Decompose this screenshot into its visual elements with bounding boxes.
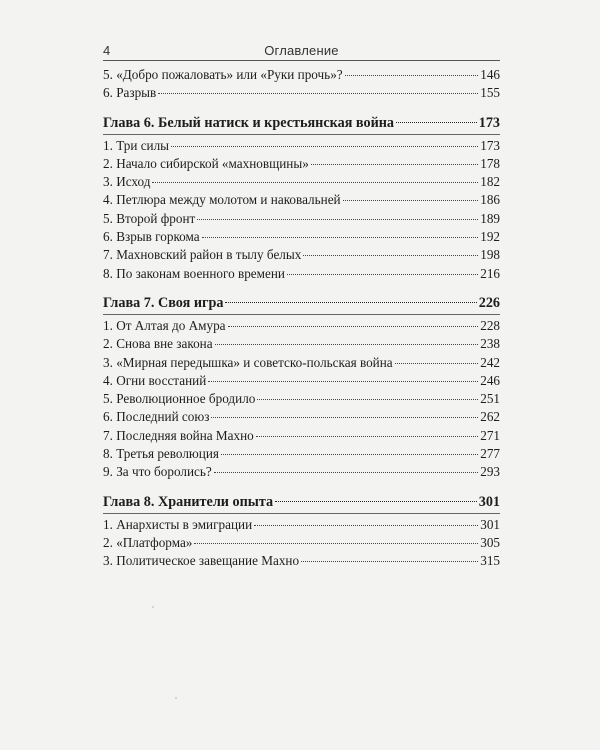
entry-title: 8. Третья революция [103,446,219,462]
dot-leader [301,561,478,562]
chapter-heading[interactable] [103,292,500,314]
entry-page-number: 146 [480,67,500,82]
entry-page-number: 277 [480,446,500,462]
entry-title: 6. Взрыв горкома [103,229,200,245]
toc-entry[interactable] [103,427,500,445]
entry-title: 1. Три силы [103,137,170,153]
entry-page-number: 246 [480,372,500,388]
entry-title: 5. Второй фронт [103,210,196,226]
dot-leader [208,381,478,382]
dot-leader [395,363,479,364]
chapter-spacer [103,283,500,292]
chapter-heading[interactable] [103,112,500,134]
toc-entry[interactable] [103,137,500,155]
chapter-spacer [103,103,500,112]
dot-leader [215,344,479,345]
toc-entry[interactable] [103,354,500,372]
chapter-rule [103,513,500,514]
entry-title: 4. Огни восстаний [103,372,207,388]
dot-leader [202,237,479,238]
dot-leader [152,182,478,183]
toc-entry[interactable] [103,463,500,481]
entry-title: 5. Революционное бродило [103,391,256,407]
dot-leader [254,525,478,526]
entry-title: 4. Петлюра между молотом и наковальней [103,192,341,208]
toc-entry[interactable] [103,265,500,283]
entry-page-number: 271 [480,427,500,443]
dot-leader [275,501,477,502]
dot-leader [158,93,478,94]
toc-entry[interactable] [103,408,500,426]
entry-page-number: 216 [480,265,500,281]
entry-title: 5. «Добро пожаловать» или «Руки прочь»? [103,67,343,82]
dot-leader [171,146,478,147]
entry-page-number: 155 [480,85,500,101]
toc-entry[interactable] [103,372,500,390]
dot-leader [228,326,479,327]
dot-leader [311,164,478,165]
entry-page-number: 293 [480,464,500,480]
entry-title: 2. Снова вне закона [103,336,213,352]
dot-leader [343,200,479,201]
toc-entry[interactable] [103,317,500,335]
chapter-page-number: 301 [478,493,500,510]
toc-entry[interactable] [103,173,500,191]
toc-entry[interactable] [103,390,500,408]
toc-entry[interactable] [103,66,500,84]
dot-leader [257,399,478,400]
chapter-heading[interactable] [103,491,500,513]
entry-title: 3. «Мирная передышка» и советско-польская война [103,354,393,370]
toc-entry[interactable] [103,155,500,173]
entry-page-number: 178 [480,155,500,171]
dot-leader [345,75,479,76]
toc-entry[interactable] [103,516,500,534]
entry-page-number: 192 [480,229,500,245]
chapter-title: Глава 7. Своя игра [103,294,224,311]
running-title: Оглавление [264,43,339,58]
chapter-rule [103,134,500,135]
paper-speck [152,606,154,608]
entry-title: 9. За что боролись? [103,464,212,480]
entry-page-number: 238 [480,336,500,352]
entry-page-number: 173 [480,137,500,153]
toc-entry[interactable] [103,228,500,246]
chapter-page-number: 226 [478,294,500,311]
dot-leader [256,436,478,437]
entry-page-number: 189 [480,210,500,226]
dot-leader [303,255,478,256]
entry-page-number: 198 [480,247,500,263]
toc-entry[interactable] [103,210,500,228]
paper-speck [175,697,177,699]
entry-page-number: 186 [480,192,500,208]
toc-entry[interactable] [103,445,500,463]
table-of-contents [103,66,500,571]
toc-entry[interactable] [103,335,500,353]
toc-entry[interactable] [103,84,500,102]
toc-entry[interactable] [103,552,500,570]
entry-title: 6. Последний союз [103,409,210,425]
dot-leader [194,543,478,544]
entry-title: 3. Исход [103,174,151,190]
dot-leader [197,219,478,220]
entry-page-number: 182 [480,174,500,190]
chapter-spacer [103,482,500,491]
entry-page-number: 305 [480,534,500,550]
page-number: 4 [103,43,111,58]
entry-title: 2. «Платформа» [103,534,193,550]
dot-leader [221,454,478,455]
chapter-title: Глава 6. Белый натиск и крестьянская война [103,114,395,131]
entry-title: 1. От Алтая до Амура [103,317,226,333]
running-header [103,38,500,61]
entry-title: 2. Начало сибирской «махновщины» [103,155,309,171]
toc-entry[interactable] [103,534,500,552]
entry-page-number: 301 [480,516,500,532]
entry-page-number: 242 [480,354,500,370]
entry-page-number: 228 [480,317,500,333]
chapter-rule [103,314,500,315]
dot-leader [287,274,478,275]
entry-title: 3. Политическое завещание Махно [103,553,300,569]
dot-leader [214,472,478,473]
toc-entry[interactable] [103,246,500,264]
dot-leader [396,122,477,123]
entry-title: 1. Анархисты в эмиграции [103,516,253,532]
toc-entry[interactable] [103,191,500,209]
entry-title: 8. По законам военного времени [103,265,285,281]
entry-title: 6. Разрыв [103,85,157,101]
entry-page-number: 262 [480,409,500,425]
entry-page-number: 315 [480,553,500,569]
entry-title: 7. Последняя война Махно [103,427,254,443]
chapter-title: Глава 8. Хранители опыта [103,493,274,510]
dot-leader [211,417,478,418]
entry-title: 7. Махновский район в тылу белых [103,247,302,263]
dot-leader [225,302,476,303]
chapter-page-number: 173 [478,114,500,131]
entry-page-number: 251 [480,391,500,407]
